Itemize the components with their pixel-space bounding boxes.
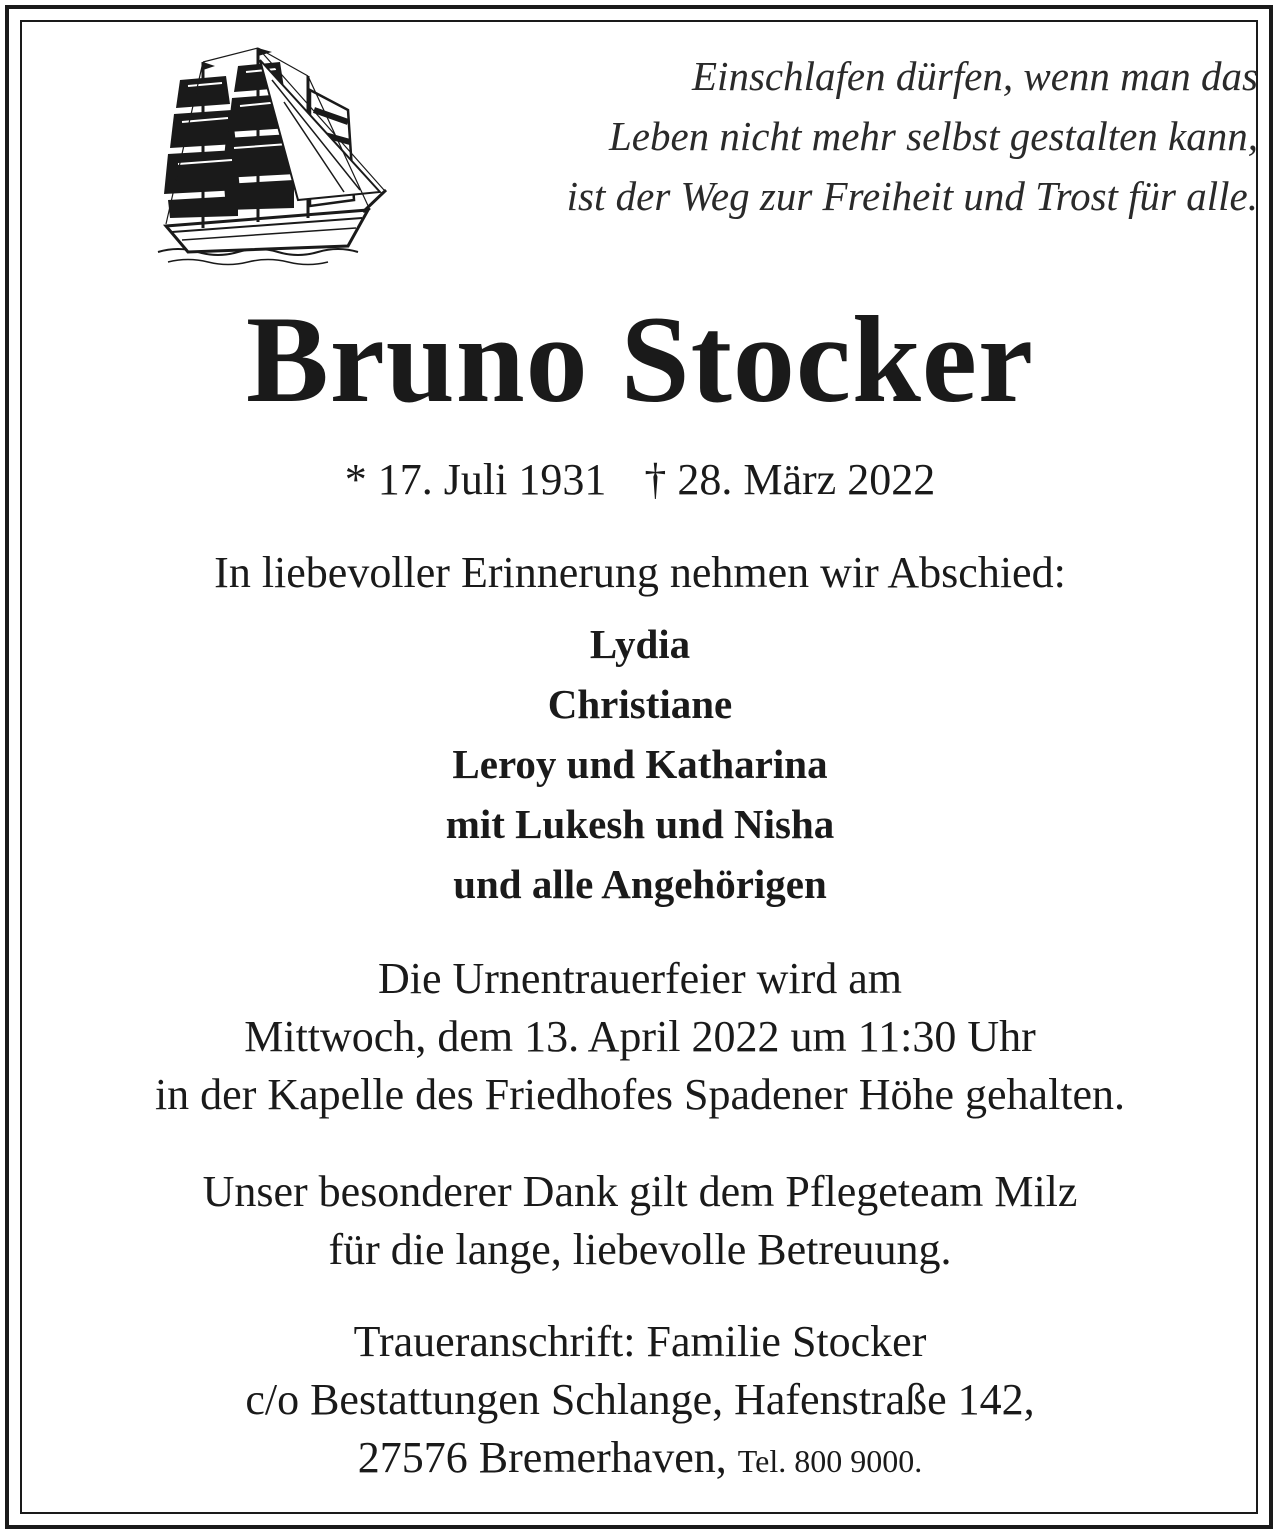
mourner-name: Leroy und Katharina xyxy=(452,741,828,787)
motto-quote xyxy=(438,46,1258,226)
mourner-name: Christiane xyxy=(547,681,733,727)
mourning-address xyxy=(0,1313,1280,1490)
deceased-name: Bruno Stocker xyxy=(246,291,1034,428)
address-line: Traueranschrift: Familie Stocker xyxy=(353,1317,927,1366)
mourner-name: mit Lukesh und Nisha xyxy=(445,801,835,847)
farewell-intro-text: In liebevoller Erinnerung nehmen wir Abschied: xyxy=(214,548,1066,597)
telephone: Tel. 800 9000. xyxy=(737,1443,923,1479)
address-city: 27576 Bremerhaven, xyxy=(357,1433,727,1482)
birth-date: * 17. Juli 1931 xyxy=(344,455,607,504)
thanks-line: für die lange, liebevolle Betreuung. xyxy=(328,1225,952,1274)
address-line xyxy=(0,1429,1280,1490)
motto-line: ist der Weg zur Freiheit und Trost für alle. xyxy=(566,173,1258,219)
thanks-note xyxy=(0,1163,1280,1279)
address-line: c/o Bestattungen Schlange, Hafenstraße 142, xyxy=(245,1375,1035,1424)
sailing-ship-icon xyxy=(148,40,388,270)
ceremony-line: Die Urnentrauerfeier wird am xyxy=(377,954,903,1003)
death-date: † 28. März 2022 xyxy=(644,455,936,504)
motto-line: Einschlafen dürfen, wenn man das xyxy=(692,53,1258,99)
ceremony-info xyxy=(0,950,1280,1124)
mourner-name: Lydia xyxy=(589,621,691,667)
life-dates xyxy=(0,452,1280,508)
farewell-intro xyxy=(0,544,1280,602)
ceremony-line: in der Kapelle des Friedhofes Spadener Höhe gehalten. xyxy=(154,1070,1126,1119)
motto-line: Leben nicht mehr selbst gestalten kann, xyxy=(608,113,1258,159)
mourner-name: und alle Angehörigen xyxy=(453,861,827,907)
mourners-list xyxy=(0,614,1280,914)
ceremony-line: Mittwoch, dem 13. April 2022 um 11:30 Uhr xyxy=(244,1012,1036,1061)
thanks-line: Unser besonderer Dank gilt dem Pflegeteam Milz xyxy=(202,1167,1078,1216)
